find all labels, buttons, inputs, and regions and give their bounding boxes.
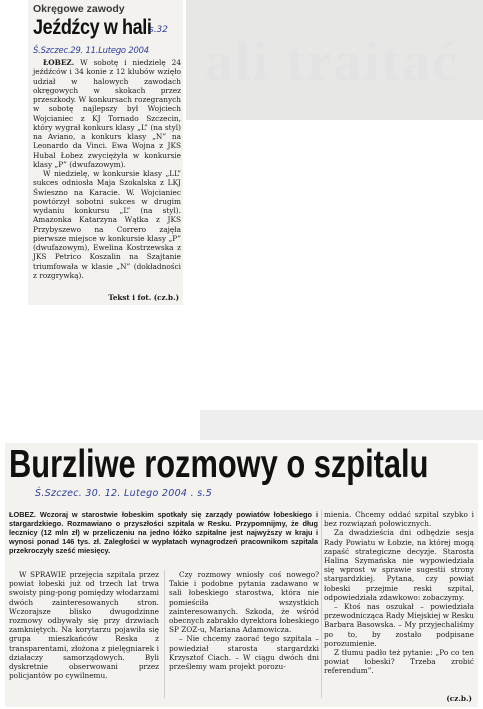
lead-paragraph: ŁOBEZ. Wczoraj w starostwie łobeskim spotkały się zarządy powiatów łobeskiego i stargardzkiego. Rozmawiano o przyszłości szpitala w Resku. Przypomnijmy, że dług lecznicy (12 mln zł) w przeliczeniu na jedno łóżko szpitalne jest najwyższy w kraju i wynosi ponad 146 tys. zł. Zaległości w wypłatach wynagrodzeń pracownikom szpitala przekroczyły sześć miesięcy.	[9, 510, 318, 556]
headline: Jeźdźcy w hali	[33, 16, 152, 39]
article-jezdzcy	[28, 0, 183, 305]
body-paragraph	[33, 169, 181, 280]
handwritten-source-note: Ś.Szczec.29. 11.Lutego 2004	[33, 45, 149, 55]
section-label: Okręgowe zawody	[33, 3, 125, 15]
article-column-2	[169, 570, 319, 671]
body-paragraph: W SPRAWIE przejęcia szpitala przez powiat łobeski już od trzech lat trwa swoisty ping-pong pomiędzy włodarzami dwóch zainteresowanych stron. Wczorajsze blisko dwugodzinne rozmowy odbywały się przy drzwiach zamkniętych. Na korytarzu pojawiła się grupa mieszkańców Reska z transparentami, złożona z pielęgniarek i działaczy samorządowych. Byli dyskretnie obserwowani przez policjantów po cywilnemu.	[9, 570, 159, 681]
adjacent-clipping-edge	[200, 410, 483, 440]
body-paragraph: Z tłumu padło też pytanie: „Po co ten powiat łobeski? Trzeba zrobić referendum”.	[324, 648, 474, 676]
article-column-1	[9, 570, 159, 680]
article-body	[33, 58, 181, 280]
paragraph-text: W niedzielę, w konkursie klasy „LL” sukces odniosła Maja Szokalska z LKJ Świeszno na Karacie. W. Wojcianiec powtórzył sobotni sukces w drugim wydaniu konkursu „L” (na styl). Amazonka Katarzyna Wątka z JKS Przybyszewo na Correro zajęła pierwsze miejsce w konkursie klasy „P” (dwufazowym), Ewelina Kostrzewska z JKS Petrico Koszalin na Szajtanie triumfowała w klasie „N” (dokładności z rozgrywką).	[33, 169, 181, 280]
article-credit: Tekst i fot. (cz.b.)	[108, 293, 179, 302]
article-credit: (cz.b.)	[446, 694, 472, 703]
body-paragraph: Czy rozmowy wniosły coś nowego? Takie i podobne pytania zadawano w sali łobeskiego starostwa, która nie pomieściła wszystkich zainteresowanych. Szkoda, że wśród obecnych zabrakło dyrektora łobeskiego SP ZOZ-u, Mariana Adamowicza.	[169, 570, 319, 635]
body-paragraph: Za dwadzieścia dni odbędzie sesja Rady Powiatu w Łobzie, na której mogą zapaść strategiczne decyzje. Starosta Halina Szymańska nie wypowiedziała się wprost w sprawie sugestii strony stargardzkiej. Pytana, czy powiat łobeski przejmie reski szpital, odpowiedziała zdawkowo: zobaczymy.	[324, 528, 474, 602]
article-szpital	[5, 443, 478, 707]
article-column-3	[324, 510, 474, 676]
body-paragraph: – Nie chcemy zaorać tego szpitala – powiedział starosta stargardzki Krzysztof Ciach. – W ciągu dwóch dni prześlemy wam projekt porozu-	[169, 634, 319, 672]
column-divider	[164, 570, 165, 698]
body-paragraph	[33, 58, 181, 169]
handwritten-page-number: s.32	[149, 25, 169, 35]
column-divider	[321, 510, 322, 698]
body-paragraph: – Ktoś nas oszukał – powiedziała przewodnicząca Rady Miejskiej w Resku Barbara Basowska. – My przyjechaliśmy po to, by zostało podpisane porozumienie.	[324, 602, 474, 648]
handwritten-source-note: Ś.Szczec. 30. 12. Lutego 2004 . s.5	[35, 488, 213, 499]
body-paragraph: mienia. Chcemy oddać szpital szybko i bez rozwiązań połowicznych.	[324, 510, 474, 529]
paragraph-text: W sobotę i niedzielę 24 jeźdźców i 34 konie z 12 klubów wzięło udział w halowych zawodach okręgowych w skokach przez przeszkody. W konkursach rozegranych w sobotę najlepszy był Wojciech Wojcianiec z KJ Tornado Szczecin, który wygrał konkurs klasy „L” (na styl) na Aviano, a konkurs klasy „N” na Leonardo da Vinci. Ewa Wojna z JKS Hubal Łobez zwyciężyła w konkursie klasy „P” (dwufazowym).	[33, 58, 181, 169]
dateline: ŁOBEZ.	[43, 58, 75, 67]
ghost-headline: ali traitać	[205, 31, 459, 93]
headline: Burzliwe rozmowy o szpitalu	[9, 443, 429, 486]
